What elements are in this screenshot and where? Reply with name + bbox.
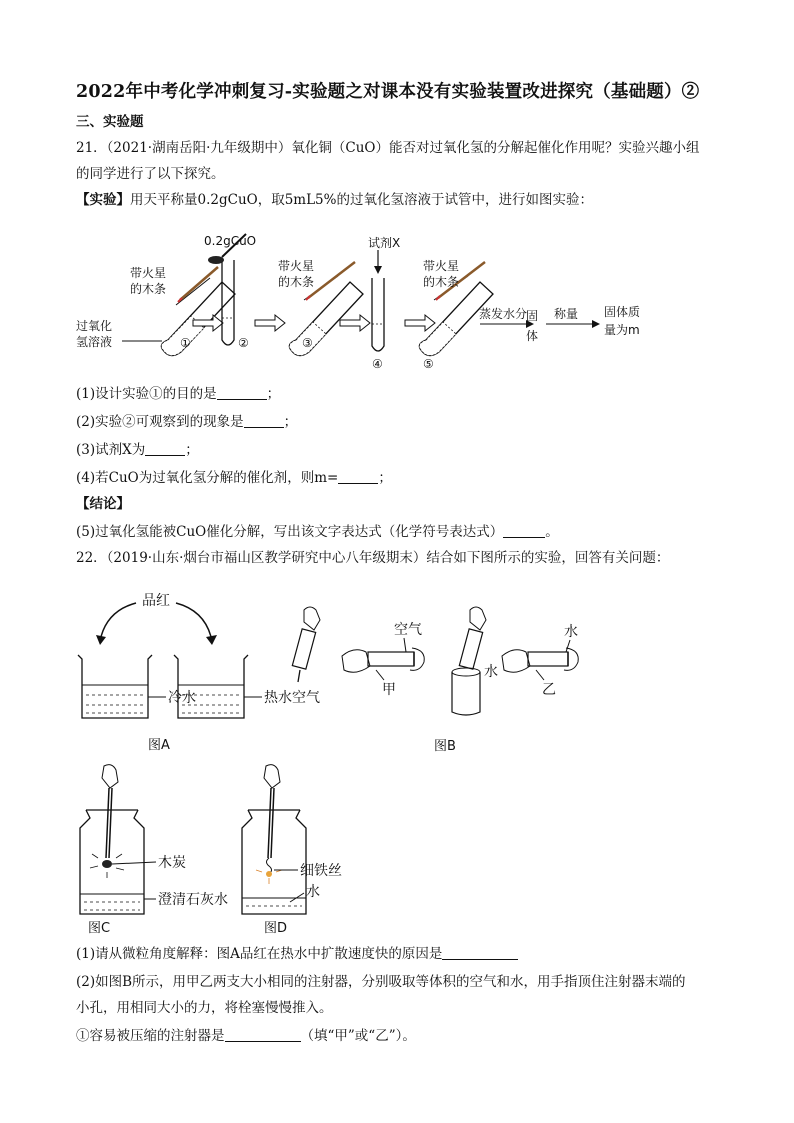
q21-sub1-end: ； <box>266 386 281 402</box>
q21-sub2-end: ； <box>283 414 298 430</box>
q22-sub2-item1 <box>76 1026 416 1046</box>
hand-syringe-air <box>292 607 320 682</box>
fig-b-caption: 图B <box>434 739 456 754</box>
answer-blank-6[interactable] <box>442 945 518 960</box>
splint-label-3b: 的木条 <box>278 275 315 289</box>
fig-a-caption: 图A <box>148 738 170 753</box>
q21-sub5-end: 。 <box>545 524 559 540</box>
q22-sub1-text: (1)请从微粒角度解释：图A品红在热水中扩散速度快的原因是 <box>76 946 443 962</box>
hot-water-label: 热水 <box>264 690 292 706</box>
fig-d-caption: 图D <box>264 921 288 936</box>
q21-experiment <box>76 190 593 210</box>
figure-b <box>284 600 604 755</box>
limewater-label: 澄清石灰水 <box>158 892 228 908</box>
water-label-2: 水 <box>564 624 578 640</box>
figure-a <box>76 585 306 755</box>
dye-arrow-left <box>100 603 136 641</box>
iron-wire-label: 细铁丝 <box>300 863 342 879</box>
fig-c-caption: 图C <box>88 921 111 936</box>
jia-label: 甲 <box>382 682 396 698</box>
q21-sub2-text: (2)实验②可观察到的现象是 <box>76 414 244 430</box>
q21-sub4-text: (4)若CuO为过氧化氢分解的催化剂，则m= <box>76 470 339 486</box>
charcoal-label: 木炭 <box>158 855 186 871</box>
reagent-label: 试剂X <box>368 236 401 250</box>
answer-blank-4[interactable] <box>338 469 378 484</box>
evaporate-label: 蒸发水分 <box>479 307 528 321</box>
solution-label-b: 氢溶液 <box>76 335 113 349</box>
cuo-label: 0.2gCuO <box>204 234 257 248</box>
solid-label-b: 体 <box>526 329 539 343</box>
figure-c <box>76 762 256 937</box>
arrow-4 <box>405 315 435 331</box>
section-heading: 三、实验题 <box>76 114 144 130</box>
answer-blank-3[interactable] <box>145 441 185 456</box>
splint-label-5b: 的木条 <box>423 275 460 289</box>
glowing-splint-1 <box>178 267 218 302</box>
splint-label-3a: 带火星 <box>278 259 315 273</box>
water-label-1: 水 <box>484 664 498 680</box>
q21-sub3 <box>76 440 199 460</box>
q22-sub2-line2: 小孔，用相同大小的力，将栓塞慢慢推入。 <box>76 1000 333 1016</box>
arrow-2 <box>255 315 285 331</box>
air-label-1: 空气 <box>292 690 320 706</box>
label-n5: ⑤ <box>423 357 434 371</box>
page-title: 2022年中考化学冲刺复习-实验题之对课本没有实验装置改进探究（基础题）② <box>76 82 700 102</box>
gas-jar-c <box>80 810 144 914</box>
label-n4: ④ <box>372 357 383 371</box>
hand-syringe-water-beaker <box>452 607 486 715</box>
q22-sub1 <box>76 944 518 964</box>
label-n2: ② <box>238 336 249 350</box>
syringe-yi <box>502 648 578 672</box>
dye-label: 品红 <box>142 593 170 609</box>
experiment-text: 用天平称量0.2gCuO，取5mL5%的过氧化氢溶液于试管中，进行如图实验： <box>130 192 593 208</box>
burning-iron-wire <box>256 858 282 884</box>
test-tube-4 <box>372 278 384 351</box>
burning-charcoal <box>90 854 124 878</box>
q21-sub3-text: (3)试剂X为 <box>76 442 146 458</box>
solid-label-a: 固 <box>526 309 539 323</box>
experiment-label: 【实验】 <box>76 192 130 208</box>
arrow-3 <box>340 315 370 331</box>
syringe-jia <box>342 648 424 672</box>
label-n3: ③ <box>302 336 313 350</box>
air-label-2: 空气 <box>394 622 422 638</box>
iron-wire-holder <box>264 765 280 858</box>
mass-label-a: 固体质 <box>604 305 641 319</box>
q21-sub4 <box>76 468 392 488</box>
q21-sub5-text: (5)过氧化氢能被CuO催化分解，写出该文字表达式（化学符号表达式） <box>76 524 504 540</box>
charcoal-holder <box>102 765 118 858</box>
label-n1: ① <box>180 336 191 350</box>
test-tube-3 <box>289 282 363 356</box>
q22-sub2-item1-text: ①容易被压缩的注射器是 <box>76 1028 225 1044</box>
weigh-label: 称量 <box>554 307 579 321</box>
splint-label-1b: 的木条 <box>130 282 167 296</box>
test-tube-2 <box>222 260 234 345</box>
q21-sub1 <box>76 384 280 404</box>
q21-sub5 <box>76 522 559 542</box>
q21-stem-line2: 的同学进行了以下探究。 <box>76 166 225 182</box>
answer-blank-5[interactable] <box>503 523 545 538</box>
splint-label-1a: 带火星 <box>130 266 167 280</box>
q21-stem-line1: 21．（2021·湖南岳阳·九年级期中）氧化铜（CuO）能否对过氧化氢的分解起催化作用呢？实验兴趣小组 <box>76 140 700 156</box>
q21-sub4-end: ； <box>378 470 392 486</box>
figure-d <box>238 762 398 937</box>
yi-label: 乙 <box>542 682 556 698</box>
answer-blank-2[interactable] <box>244 413 284 428</box>
q22-sub2-line1: (2)如图B所示，用甲乙两支大小相同的注射器，分别吸取等体积的空气和水，用手指顶住注射器末端的 <box>76 974 686 990</box>
cold-water-label: 冷水 <box>168 690 196 706</box>
beaker-cold <box>78 655 152 718</box>
q22-stem: 22．（2019·山东·烟台市福山区教学研究中心八年级期末）结合如下图所示的实验，回答有关问题： <box>76 550 670 566</box>
answer-blank-1[interactable] <box>217 385 267 400</box>
water-label-d: 水 <box>306 884 320 900</box>
conclusion-label: 【结论】 <box>76 496 130 512</box>
q22-sub2-item1-end: （填“甲”或“乙”）。 <box>300 1028 416 1044</box>
dye-arrow-right <box>176 603 212 641</box>
q21-sub1-text: (1)设计实验①的目的是 <box>76 386 217 402</box>
test-tube-1 <box>161 282 235 356</box>
mass-label-b: 量为m <box>604 323 640 337</box>
answer-blank-7[interactable] <box>225 1027 301 1042</box>
solution-label-a: 过氧化 <box>76 319 113 333</box>
q21-experiment-diagram <box>70 220 670 380</box>
beaker-hot <box>174 655 248 718</box>
q21-sub3-end: ； <box>185 442 199 458</box>
splint-label-5a: 带火星 <box>423 259 460 273</box>
q21-sub2 <box>76 412 297 432</box>
